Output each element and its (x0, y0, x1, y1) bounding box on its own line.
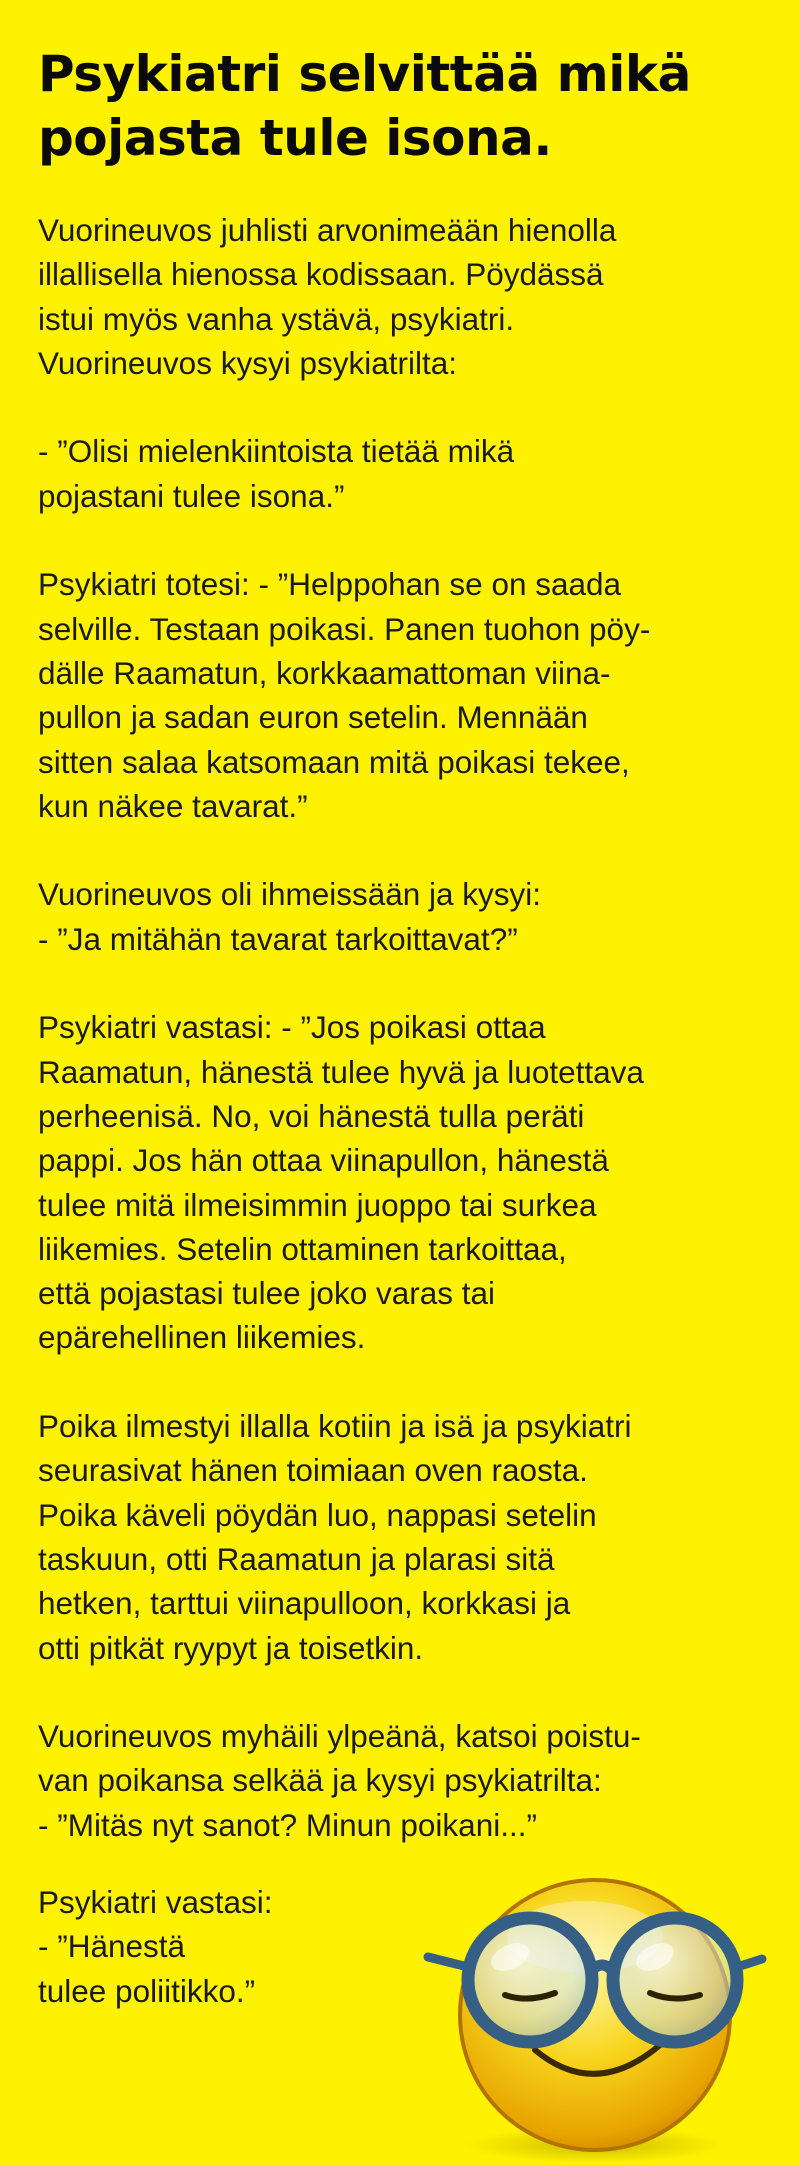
story-line: pojastani tulee isona.” (38, 477, 345, 514)
paragraph-spacer (38, 961, 778, 1005)
story-line: Raamatun, hänestä tulee hyvä ja luotettava (38, 1053, 644, 1090)
story-line: Vuorineuvos kysyi psykiatrilta: (38, 344, 457, 381)
story-line: pullon ja sadan euron setelin. Mennään (38, 699, 588, 736)
paragraph-spacer (38, 1360, 778, 1404)
page-title (38, 42, 768, 170)
story-line: Poika käveli pöydän luo, nappasi setelin (38, 1496, 597, 1533)
punchline-line: tulee poliitikko.” (38, 1972, 256, 2009)
story-line: Psykiatri vastasi: - ”Jos poikasi ottaa (38, 1009, 546, 1046)
story-line: Poika ilmestyi illalla kotiin ja isä ja psykiatri (38, 1408, 632, 1445)
story-line: taskuun, otti Raamatun ja plarasi sitä (38, 1540, 555, 1577)
punchline-line: - ”Hänestä (38, 1928, 186, 1965)
story-line: otti pitkät ryypyt ja toisetkin. (38, 1629, 424, 1666)
story-line: pappi. Jos hän ottaa viinapullon, hänestä (38, 1142, 609, 1179)
story-line: istui myös vanha ystävä, psykiatri. (38, 300, 515, 337)
story-line: van poikansa selkää ja kysyi psykiatrilta: (38, 1762, 602, 1799)
story-line: selville. Testaan poikasi. Panen tuohon pöy- (38, 610, 651, 647)
title-line-2: pojasta tule isona. (38, 109, 552, 167)
smiley-with-glasses-icon (410, 1845, 770, 2165)
story-line: Psykiatri totesi: - ”Helppohan se on saada (38, 566, 622, 603)
story-line: kun näkee tavarat.” (38, 787, 308, 824)
paragraph-spacer (38, 1670, 778, 1714)
story-line: illallisella hienossa kodissaan. Pöydässä (38, 256, 604, 293)
story-line: - ”Ja mitähän tavarat tarkoittavat?” (38, 920, 518, 957)
story-line: - ”Mitäs nyt sanot? Minun poikani...” (38, 1806, 537, 1843)
story-line: Vuorineuvos oli ihmeissään ja kysyi: (38, 876, 542, 913)
paragraph-spacer (38, 518, 778, 562)
story-line: - ”Olisi mielenkiintoista tietää mikä (38, 433, 515, 470)
story-line: epärehellinen liikemies. (38, 1319, 366, 1356)
story-line: liikemies. Setelin ottaminen tarkoittaa, (38, 1230, 567, 1267)
paragraph-spacer (38, 385, 778, 429)
story-line: perheenisä. No, voi hänestä tulla peräti (38, 1097, 585, 1134)
title-line-1: Psykiatri selvittää mikä (38, 45, 691, 103)
punchline-line: Psykiatri vastasi: (38, 1884, 273, 1920)
punchline (38, 1880, 418, 2013)
story-line: että pojastasi tulee joko varas tai (38, 1275, 496, 1312)
story-line: sitten salaa katsomaan mitä poikasi tekee, (38, 743, 630, 780)
story-line: tulee mitä ilmeisimmin juoppo tai surkea (38, 1186, 597, 1223)
story-line: dälle Raamatun, korkkaamattoman viina- (38, 654, 611, 691)
paragraph-spacer (38, 828, 778, 872)
story-body (38, 208, 778, 1847)
story-line: seurasivat hänen toimiaan oven raosta. (38, 1452, 588, 1489)
story-line: Vuorineuvos myhäili ylpeänä, katsoi poistu- (38, 1718, 641, 1755)
story-line: Vuorineuvos juhlisti arvonimeään hienolla (38, 212, 617, 248)
story-line: hetken, tarttui viinapulloon, korkkasi ja (38, 1585, 571, 1622)
